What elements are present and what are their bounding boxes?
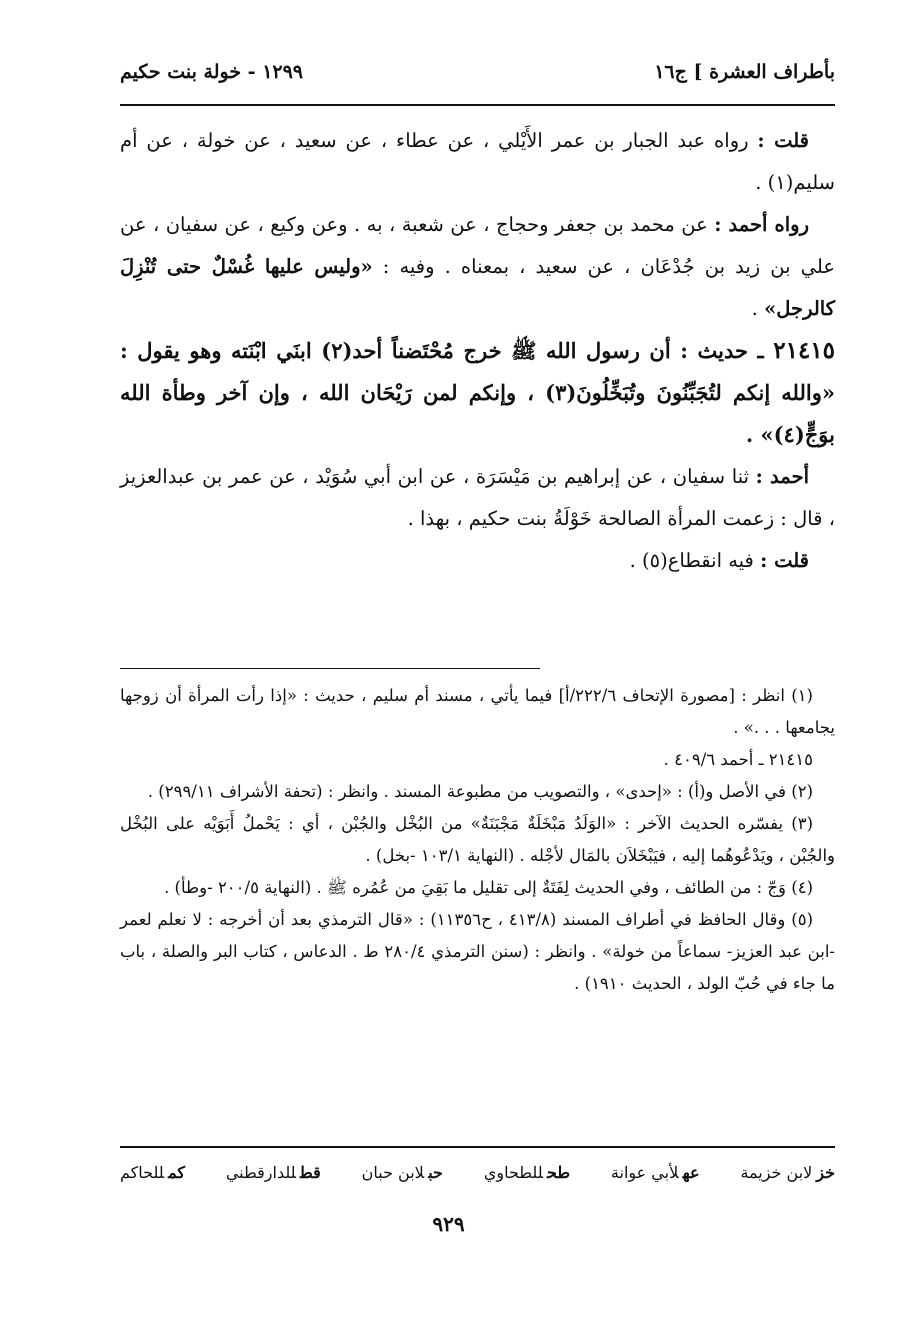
abbreviation-item (484, 1155, 570, 1191)
abbreviation-name: للطحاوي (483, 1163, 543, 1182)
abbreviation-code: حب (428, 1163, 443, 1182)
abbreviation-item (611, 1155, 700, 1191)
footnote: (١) انظر : [مصورة الإتحاف ٢٢٢/٦/أ] فيما يأتي ، مسند أم سليم ، حديث : «إذا رأت المرأة أن زوجها يجامعها . . .» . (120, 686, 835, 737)
abbreviation-name: لابن حبان (361, 1163, 425, 1182)
abbreviations-rule (120, 1146, 835, 1148)
page-number: ٩٢٩ (432, 1212, 465, 1236)
quoted-wording: «وليس عليها غُسْلٌ حتى تُنْزِلَ كالرجل» (120, 255, 835, 320)
abbreviation-code: طح (546, 1163, 571, 1182)
footnote: (٣) يفسّره الحديث الآخر : «الوَلَدُ مَبْخَلَةٌ مَجْبَنَةٌ» من البُخْل والجُبْن ، أي : يَحْملُ أَبَوَيْه على البُخْل والجُبْن ، ويَدْعُوهُما إليه ، فيَبْخَلاَن بالمَال لأجْله . (النهاية ١٠٣/١ -بخل) . (120, 814, 835, 865)
footnote-separator (120, 668, 540, 669)
label-qultu: قلت : (757, 129, 809, 152)
abbreviation-code: قط (299, 1163, 321, 1182)
paragraph-text: عن محمد بن جعفر وحجاج ، عن شعبة ، به . وعن وكيع ، عن سفيان ، عن علي بن زيد بن جُدْعَان ، عن سعيد ، بمعناه . وفيه : (120, 213, 835, 278)
hadith-text: أن رسول الله ﷺ خرج مُحْتَضناً أحد(٢) ابنَي ابْنَته وهو يقول : «والله إنكم لتُجَبِّنُونَ وتُبَخِّلُونَ(٣) ، وإنكم لمن رَيْحَان الله ، وإن آخر وطأة الله بوَجٍّ(٤)» . (120, 338, 836, 447)
paragraph-text: فيه انقطاع(٥) . (629, 549, 761, 572)
running-header (120, 52, 835, 92)
abbreviation-name: لأبي عوانة (610, 1163, 679, 1182)
abbreviation-code: عه (682, 1163, 700, 1182)
abbreviation-item (120, 1155, 185, 1191)
label-qultu: قلت : (760, 549, 809, 572)
header-chapter-title: ١٢٩٩ - خولة بنت حكيم (120, 61, 304, 83)
main-text (120, 120, 835, 582)
paragraph-isnad (120, 456, 835, 540)
paragraph-commentary-1 (120, 120, 835, 204)
header-book-volume: بأطراف العشرة ] ج١٦ (654, 61, 835, 83)
header-rule (120, 104, 835, 106)
hadith-number: ٢١٤١٥ (773, 337, 836, 364)
abbreviation-item (740, 1155, 835, 1191)
abbreviation-name: للحاكم (120, 1163, 165, 1182)
abbreviations-key (120, 1155, 835, 1191)
abbreviation-item (362, 1155, 443, 1191)
hadith-label: ـ حديث : (680, 338, 774, 363)
label-ahmad: أحمد : (755, 465, 809, 488)
abbreviation-item (226, 1155, 321, 1191)
abbreviation-code: كم (168, 1163, 185, 1182)
punctuation: . (751, 297, 765, 320)
footnote-source: ٢١٤١٥ ـ أحمد ٤٠٩/٦ . (663, 750, 813, 769)
abbreviation-name: لابن خزيمة (740, 1163, 813, 1182)
hadith-entry (120, 330, 835, 456)
label-ahmad: رواه أحمد : (714, 213, 809, 236)
abbreviation-name: للدارقطني (225, 1163, 296, 1182)
footnote: (٤) وَجّ : من الطائف ، وفي الحديث لِفَتَةٌ إلى تقليل ما بَقِيَ من عُمُره ﷺ . (النهاية ٢٠٠/٥ -وطأ) . (164, 878, 813, 897)
footnote: (٢) في الأصل و(أ) : «إحدى» ، والتصويب من مطبوعة المسند . وانظر : (تحفة الأشراف ٢٩٩/١١) . (147, 782, 813, 801)
paragraph-ahmad-narration (120, 204, 835, 330)
paragraph-text: ثنا سفيان ، عن إبراهيم بن مَيْسَرَة ، عن ابن أبي سُوَيْد ، عن عمر بن عبدالعزيز ، قال : زعمت المرأة الصالحة خَوْلَةُ بنت حكيم ، بهذا . (120, 465, 835, 530)
footnotes (120, 680, 835, 1000)
footnote: (٥) وقال الحافظ في أطراف المسند (٤١٣/٨ ، ح١١٣٥٦) : «قال الترمذي بعد أن أخرجه : لا نعلم لعمر -ابن عبد العزيز- سماعاً من خولة» . وانظر : (سنن الترمذي ٢٨٠/٤ ط . الدعاس ، كتاب البر والصلة ، باب ما جاء في حُبّ الولد ، الحديث ١٩١٠) . (120, 910, 835, 993)
abbreviation-code: خز (816, 1163, 835, 1182)
paragraph-commentary-2 (120, 540, 835, 582)
paragraph-text: رواه عبد الجبار بن عمر الأَيْلي ، عن عطاء ، عن سعيد ، عن خولة ، عن أم سليم(١) . (120, 129, 835, 194)
